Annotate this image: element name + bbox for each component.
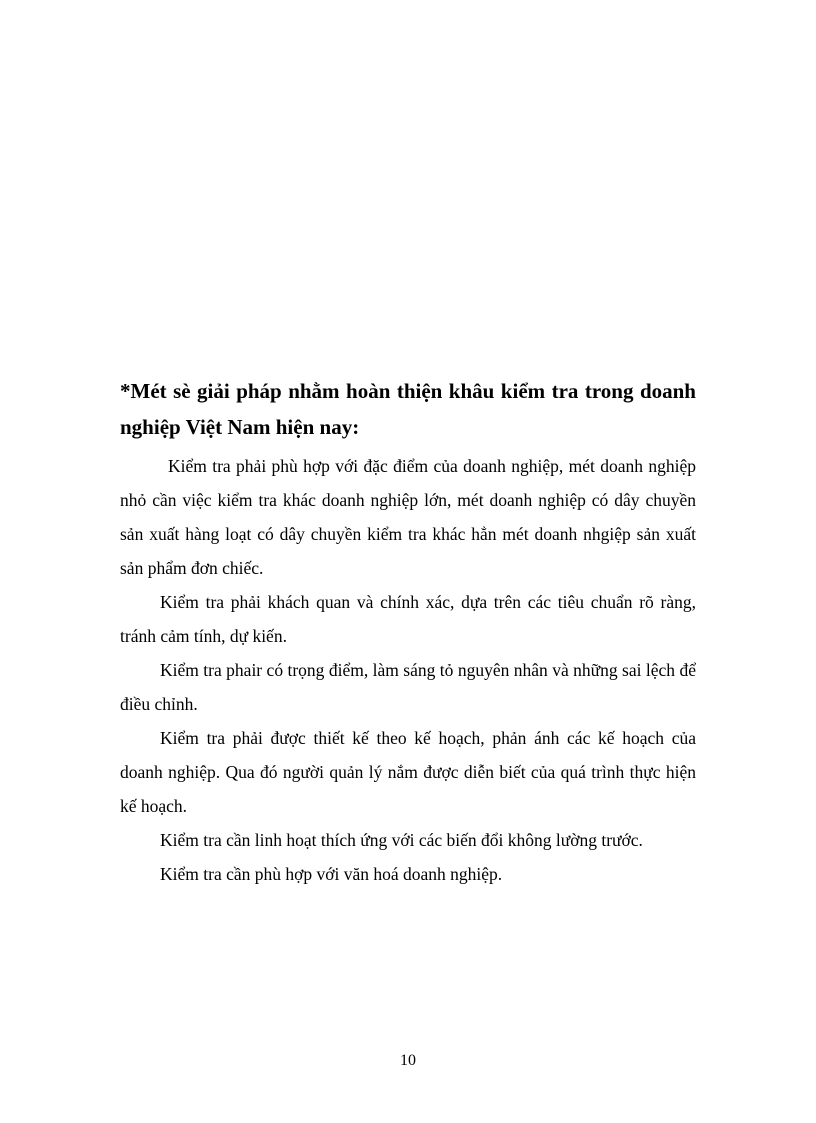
paragraph-6: Kiểm tra cần phù hợp với văn hoá doanh nghiệp. [160,864,503,884]
paragraph-3: Kiểm tra phair có trọng điểm, làm sáng tỏ nguyên nhân và những sai lệch để điều chỉnh. [120,660,696,714]
page-content [120,373,696,891]
paragraph-4: Kiểm tra phải được thiết kế theo kế hoạch, phản ánh các kế hoạch của doanh nghiệp. Qua đó người quản lý nắm được diễn biết của quá trình thực hiện kế hoạch. [120,728,696,816]
paragraph-5: Kiểm tra cần linh hoạt thích ứng với các biến đổi không lường trước. [160,830,643,850]
paragraph-1: Kiểm tra phải phù hợp với đặc điểm của doanh nghiệp, mét doanh nghiệp nhỏ cần việc kiểm tra khác doanh nghiệp lớn, mét doanh nghiệp có dây chuyền sản xuất hàng loạt có dây chuyền kiểm tra khác hẳn mét doanh nhgiệp sản xuất sản phẩm đơn chiếc. [120,456,696,578]
section-heading: *Mét sè giải pháp nhằm hoàn thiện khâu kiểm tra trong doanh nghiệp Việt Nam hiện nay: [120,379,696,439]
page-number: 10 [400,1052,416,1069]
paragraph-2: Kiểm tra phải khách quan và chính xác, dựa trên các tiêu chuẩn rõ ràng, tránh cảm tính, dự kiến. [120,592,696,646]
